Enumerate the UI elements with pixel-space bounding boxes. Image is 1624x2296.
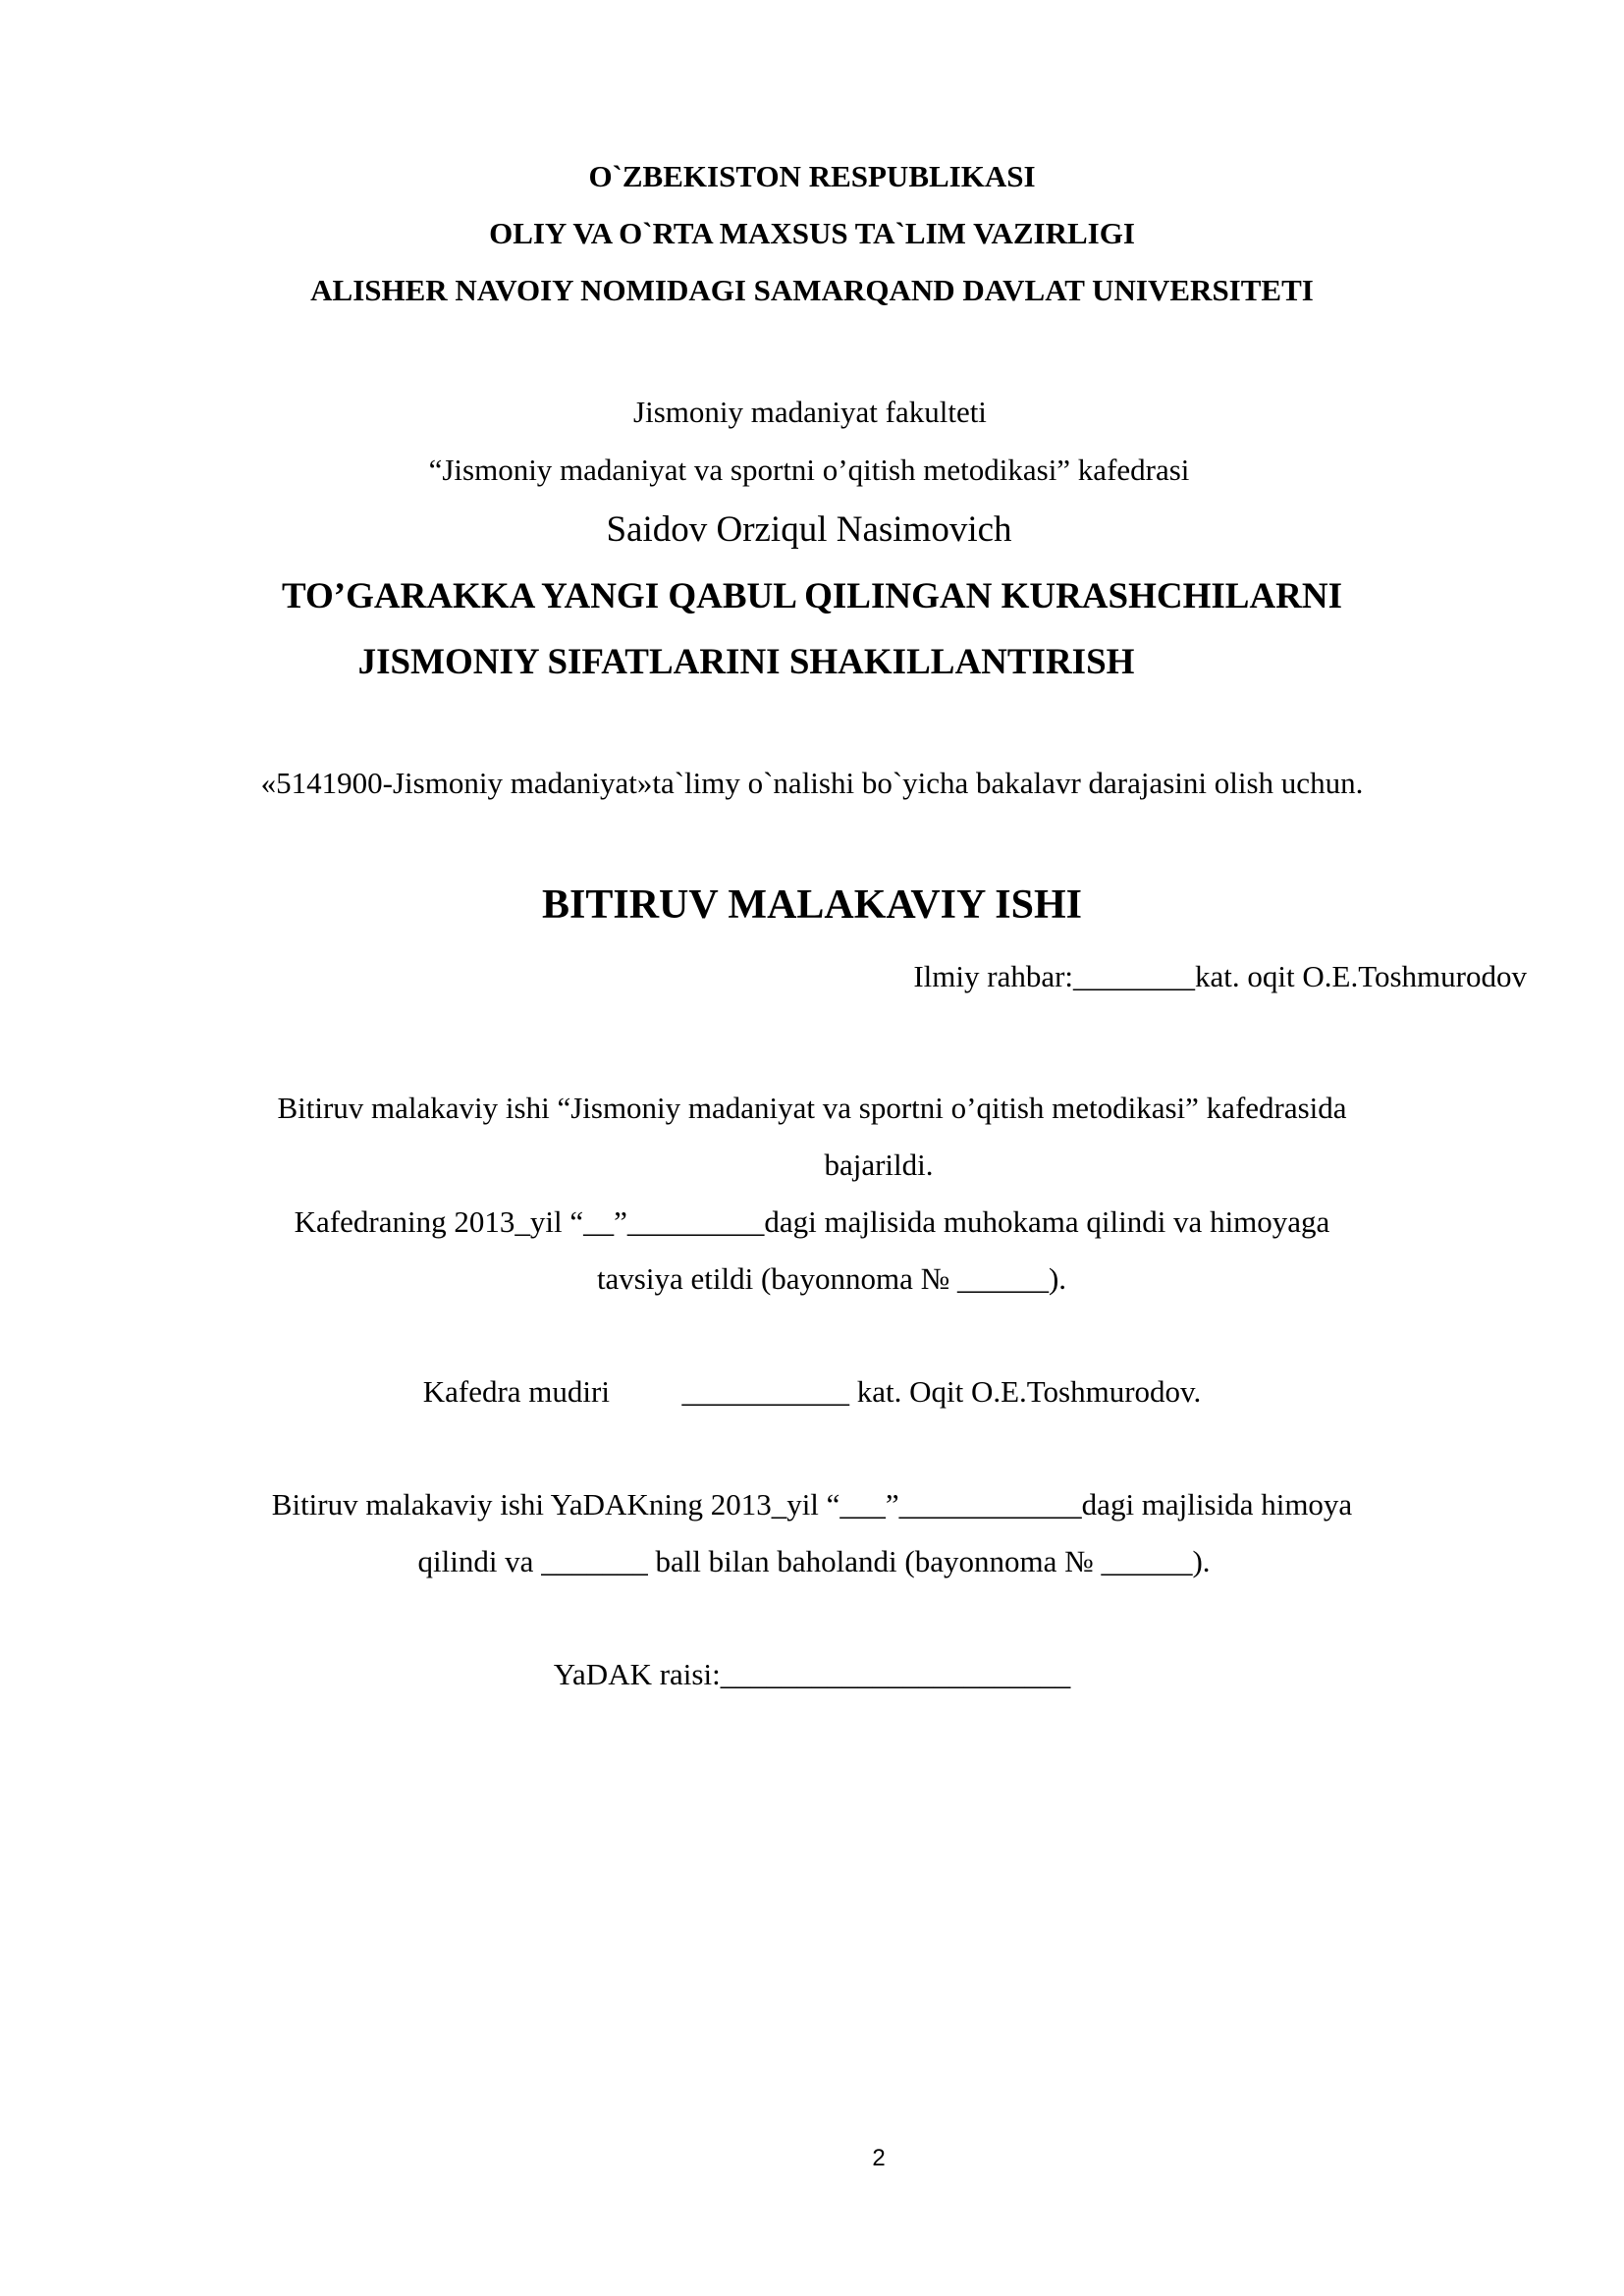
department-name: “Jismoniy madaniyat va sportni o’qitish metodikasi” kafedrasi xyxy=(428,453,1190,487)
completion-line-4: tavsiya etildi (bayonnoma № ______). xyxy=(596,1261,1067,1296)
faculty-name: Jismoniy madaniyat fakulteti xyxy=(633,395,987,429)
thesis-title-line-2: JISMONIY SIFATLARINI SHAKILLANTIRISH xyxy=(357,642,1135,682)
head-of-department-signature: ___________ kat. Oqit O.E.Toshmurodov. xyxy=(681,1374,1202,1409)
thesis-title-line-1: TO’GARAKKA YANGI QABUL QILINGAN KURASHCHILARNI xyxy=(281,576,1343,616)
completion-line-1: Bitiruv malakaviy ishi “Jismoniy madaniyat va sportni o’qitish metodikasi” kafedrasida xyxy=(277,1091,1347,1125)
university-heading: ALISHER NAVOIY NOMIDAGI SAMARQAND DAVLAT UNIVERSITETI xyxy=(310,273,1314,307)
degree-purpose-line: «5141900-Jismoniy madaniyat»ta`limy o`nalishi bo`yicha bakalavr darajasini olish uchun. xyxy=(260,766,1364,800)
defense-line-1: Bitiruv malakaviy ishi YaDAKning 2013_yil “___”____________dagi majlisida himoya xyxy=(271,1487,1353,1522)
chair-signature-line: YaDAK raisi:_______________________ xyxy=(553,1657,1071,1691)
defense-line-2: qilindi va _______ ball bilan baholandi (bayonnoma № ______). xyxy=(417,1544,1211,1578)
supervisor-line: Ilmiy rahbar:________kat. oqit O.E.Toshmurodov xyxy=(913,959,1527,993)
completion-line-3: Kafedraning 2013_yil “__”_________dagi majlisida muhokama qilindi va himoyaga xyxy=(294,1204,1330,1239)
work-type-title: BITIRUV MALAKAVIY ISHI xyxy=(541,882,1083,928)
page-number: 2 xyxy=(872,2145,886,2171)
completion-line-2: bajarildi. xyxy=(824,1148,934,1182)
republic-heading: O`ZBEKISTON RESPUBLIKASI xyxy=(588,159,1036,193)
author-name: Saidov Orziqul Nasimovich xyxy=(606,509,1012,550)
head-of-department-label: Kafedra mudiri xyxy=(422,1374,610,1409)
head-of-department-line xyxy=(0,1376,1624,1407)
ministry-heading: OLIY VA O`RTA MAXSUS TA`LIM VAZIRLIGI xyxy=(489,216,1135,250)
